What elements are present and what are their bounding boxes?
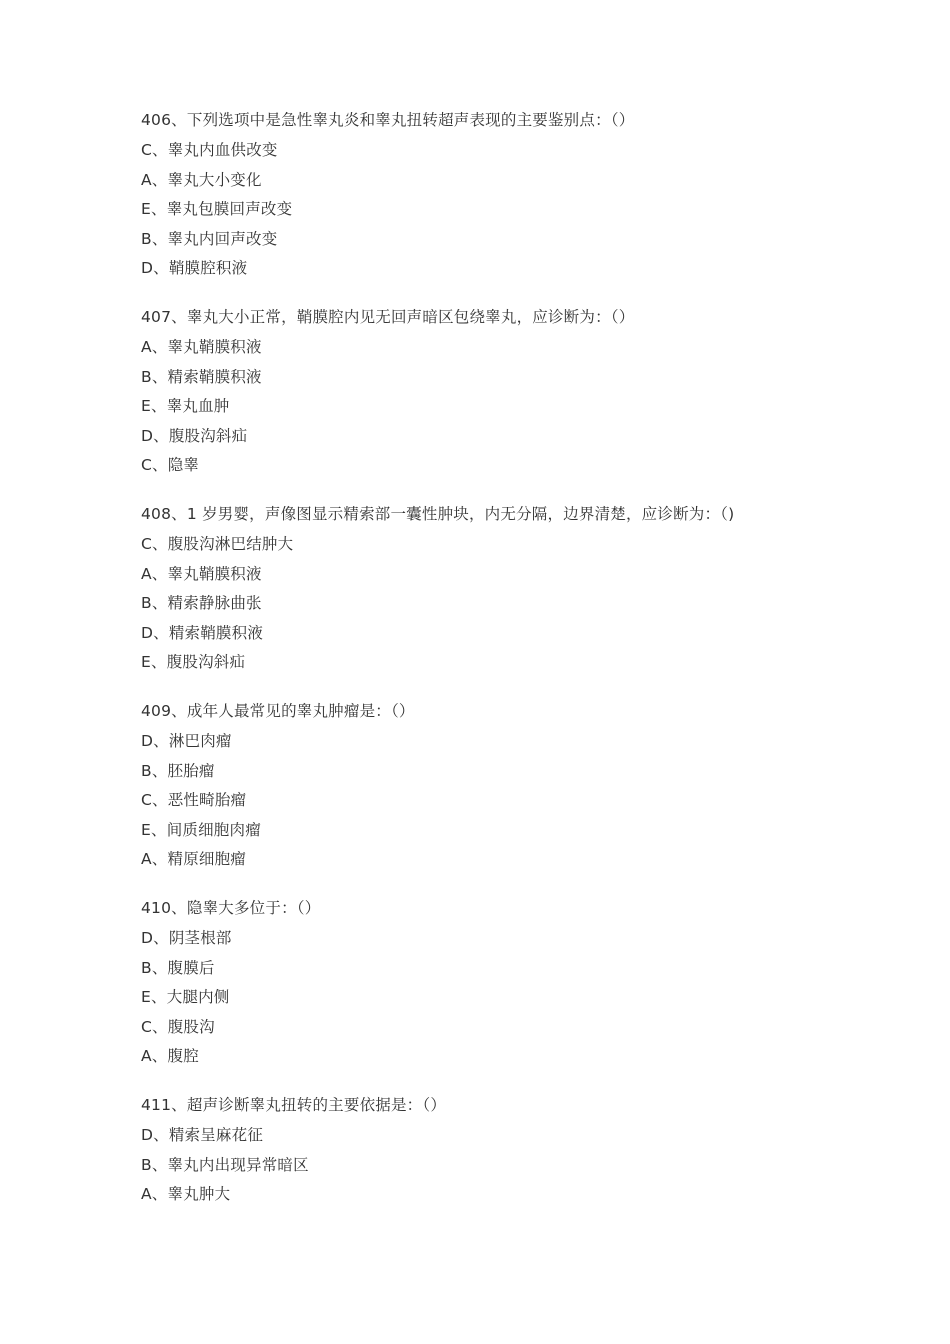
option: E、睾丸包膜回声改变 xyxy=(141,200,293,218)
option: D、淋巴肉瘤 xyxy=(141,732,232,750)
option: B、精索鞘膜积液 xyxy=(141,367,262,386)
question-text: 407、睾丸大小正常，鞘膜腔内见无回声暗区包绕睾丸，应诊断为：（） xyxy=(141,308,635,326)
question-410 xyxy=(141,894,901,1072)
option: E、睾丸血肿 xyxy=(141,397,230,415)
option: A、睾丸肿大 xyxy=(141,1185,231,1203)
question-407 xyxy=(141,303,901,481)
option: D、阴茎根部 xyxy=(141,929,232,947)
option: D、精索鞘膜积液 xyxy=(141,623,264,642)
option: E、间质细胞肉瘤 xyxy=(141,820,261,839)
question-text: 411、超声诊断睾丸扭转的主要依据是：（） xyxy=(141,1096,447,1114)
question-text: 410、隐睾大多位于：（） xyxy=(141,899,321,917)
option: C、隐睾 xyxy=(141,456,200,474)
option: A、腹腔 xyxy=(141,1047,199,1065)
option: B、腹膜后 xyxy=(141,958,215,977)
option: C、睾丸内血供改变 xyxy=(141,141,278,159)
question-text: 409、成年人最常见的睾丸肿瘤是：（） xyxy=(141,702,415,720)
option: C、恶性畸胎瘤 xyxy=(141,791,247,809)
option: A、精原细胞瘤 xyxy=(141,850,247,868)
option: B、睾丸内出现异常暗区 xyxy=(141,1155,309,1174)
option: A、睾丸鞘膜积液 xyxy=(141,338,262,356)
option: B、精索静脉曲张 xyxy=(141,594,262,612)
question-text: 406、下列选项中是急性睾丸炎和睾丸扭转超声表现的主要鉴别点：（） xyxy=(141,111,635,129)
option: C、腹股沟 xyxy=(141,1017,215,1036)
option: B、睾丸内回声改变 xyxy=(141,229,278,248)
option: A、睾丸大小变化 xyxy=(141,170,262,189)
option: B、胚胎瘤 xyxy=(141,761,215,780)
question-408 xyxy=(141,500,901,678)
option: C、腹股沟淋巴结肿大 xyxy=(141,535,294,553)
option: D、鞘膜腔积液 xyxy=(141,259,248,277)
question-text: 408、1 岁男婴，声像图显示精索部一囊性肿块，内无分隔，边界清楚，应诊断为：（) xyxy=(141,505,735,523)
option: A、睾丸鞘膜积液 xyxy=(141,564,262,583)
option: E、腹股沟斜疝 xyxy=(141,653,246,671)
question-409 xyxy=(141,697,901,875)
option: D、腹股沟斜疝 xyxy=(141,426,248,445)
document-page xyxy=(141,106,901,1229)
option: D、精索呈麻花征 xyxy=(141,1126,264,1144)
question-406 xyxy=(141,106,901,284)
option: E、大腿内侧 xyxy=(141,988,230,1006)
question-411 xyxy=(141,1091,901,1210)
